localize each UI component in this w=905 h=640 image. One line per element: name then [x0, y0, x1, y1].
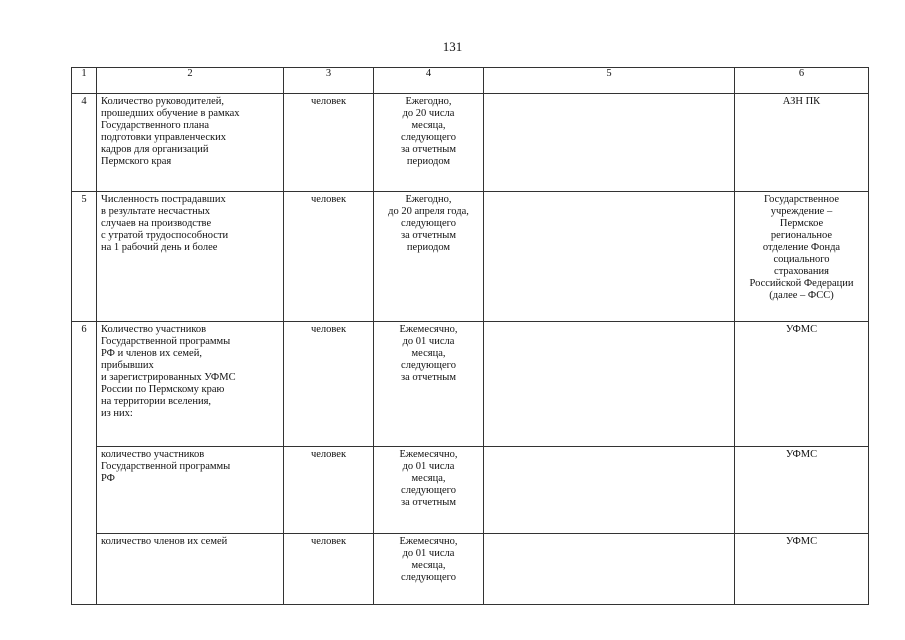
deadline-line: до 01 числа: [402, 336, 455, 347]
deadline-line: за отчетным: [401, 230, 456, 241]
row-number: 6: [72, 322, 97, 605]
indicators-table: [71, 67, 869, 605]
deadline-line: до 20 апреля года,: [388, 206, 469, 217]
unit-cell: человек: [284, 447, 374, 534]
responsible-line: страхования: [774, 266, 829, 277]
deadline-cell: [374, 192, 484, 322]
indicator-line: кадров для организаций: [101, 144, 209, 155]
responsible-line: АЗН ПК: [782, 96, 821, 107]
deadline-line: до 01 числа: [402, 461, 455, 472]
row-number: 5: [72, 192, 97, 322]
indicator-line: количество участников: [101, 449, 205, 460]
responsible-line: учреждение –: [770, 206, 833, 217]
table-row: [72, 94, 869, 192]
responsible-line: Государственное: [763, 194, 840, 205]
table-row: [72, 322, 869, 447]
deadline-line: периодом: [406, 156, 451, 167]
indicator-cell: [97, 534, 284, 605]
deadline-cell: [374, 447, 484, 534]
responsible-line: социального: [773, 254, 830, 265]
indicator-cell: [97, 322, 284, 447]
deadline-line: следующего: [401, 218, 456, 229]
responsible-cell: [735, 322, 869, 447]
indicator-line: РФ: [101, 473, 115, 484]
method-cell: [484, 447, 735, 534]
indicator-line: случаев на производстве: [101, 218, 212, 229]
header-cell: 6: [735, 68, 869, 94]
header-cell: 4: [374, 68, 484, 94]
indicator-line: Государственного плана: [101, 120, 210, 131]
method-cell: [484, 94, 735, 192]
indicator-line: России по Пермскому краю: [101, 384, 225, 395]
deadline-line: следующего: [401, 360, 456, 371]
indicator-line: прошедших обучение в рамках: [101, 108, 240, 119]
deadline-line: Ежемесячно,: [399, 449, 458, 460]
deadline-line: Ежемесячно,: [399, 324, 458, 335]
indicator-line: количество членов их семей: [101, 536, 228, 547]
indicator-line: в результате несчастных: [101, 206, 211, 217]
deadline-line: месяца,: [411, 120, 446, 131]
indicator-line: прибывших: [101, 360, 154, 371]
header-cell: 5: [484, 68, 735, 94]
indicator-line: на 1 рабочий день и более: [101, 242, 218, 253]
deadline-line: следующего: [401, 572, 456, 583]
responsible-cell: [735, 94, 869, 192]
deadline-line: Ежемесячно,: [399, 536, 458, 547]
indicator-line: подготовки управленческих: [101, 132, 227, 143]
deadline-line: до 01 числа: [402, 548, 455, 559]
indicator-cell: [97, 94, 284, 192]
method-cell: [484, 192, 735, 322]
indicator-line: Государственной программы: [101, 336, 231, 347]
deadline-cell: [374, 322, 484, 447]
page-number: 131: [442, 39, 463, 54]
indicator-cell: [97, 447, 284, 534]
indicator-line: из них:: [101, 408, 133, 419]
deadline-line: следующего: [401, 485, 456, 496]
responsible-line: (далее – ФСС): [769, 290, 834, 301]
responsible-line: УФМС: [785, 536, 818, 547]
header-cell: 1: [72, 68, 97, 94]
indicator-line: РФ и членов их семей,: [101, 348, 202, 359]
deadline-line: следующего: [401, 132, 456, 143]
method-cell: [484, 534, 735, 605]
unit-cell: человек: [284, 322, 374, 447]
responsible-line: Российской Федерации: [749, 278, 854, 289]
indicator-line: Пермского края: [101, 156, 172, 167]
indicator-line: Численность пострадавших: [101, 194, 226, 205]
responsible-line: отделение Фонда: [762, 242, 841, 253]
indicator-line: на территории вселения,: [101, 396, 212, 407]
header-cell: 2: [97, 68, 284, 94]
deadline-line: периодом: [406, 242, 451, 253]
unit-cell: человек: [284, 534, 374, 605]
deadline-cell: [374, 534, 484, 605]
indicator-line: Количество участников: [101, 324, 207, 335]
indicator-cell: [97, 192, 284, 322]
responsible-line: УФМС: [785, 324, 818, 335]
table-row: [72, 192, 869, 322]
responsible-line: региональное: [770, 230, 833, 241]
responsible-line: УФМС: [785, 449, 818, 460]
deadline-line: месяца,: [411, 473, 446, 484]
deadline-cell: [374, 94, 484, 192]
deadline-line: месяца,: [411, 348, 446, 359]
deadline-line: месяца,: [411, 560, 446, 571]
responsible-cell: [735, 534, 869, 605]
indicator-line: Государственной программы: [101, 461, 231, 472]
deadline-line: до 20 числа: [402, 108, 455, 119]
table-header-row: [72, 68, 869, 94]
table-row: [72, 447, 869, 534]
indicator-line: Количество руководителей,: [101, 96, 225, 107]
unit-cell: человек: [284, 94, 374, 192]
row-number: 4: [72, 94, 97, 192]
deadline-line: Ежегодно,: [405, 96, 452, 107]
indicator-line: с утратой трудоспособности: [101, 230, 229, 241]
deadline-line: за отчетным: [401, 372, 456, 383]
responsible-line: Пермское: [779, 218, 824, 229]
deadline-line: за отчетным: [401, 144, 456, 155]
deadline-line: за отчетным: [401, 497, 456, 508]
responsible-cell: [735, 447, 869, 534]
responsible-cell: [735, 192, 869, 322]
unit-cell: человек: [284, 192, 374, 322]
header-cell: 3: [284, 68, 374, 94]
deadline-line: Ежегодно,: [405, 194, 452, 205]
table-row: [72, 534, 869, 605]
method-cell: [484, 322, 735, 447]
indicator-line: и зарегистрированных УФМС: [101, 372, 236, 383]
